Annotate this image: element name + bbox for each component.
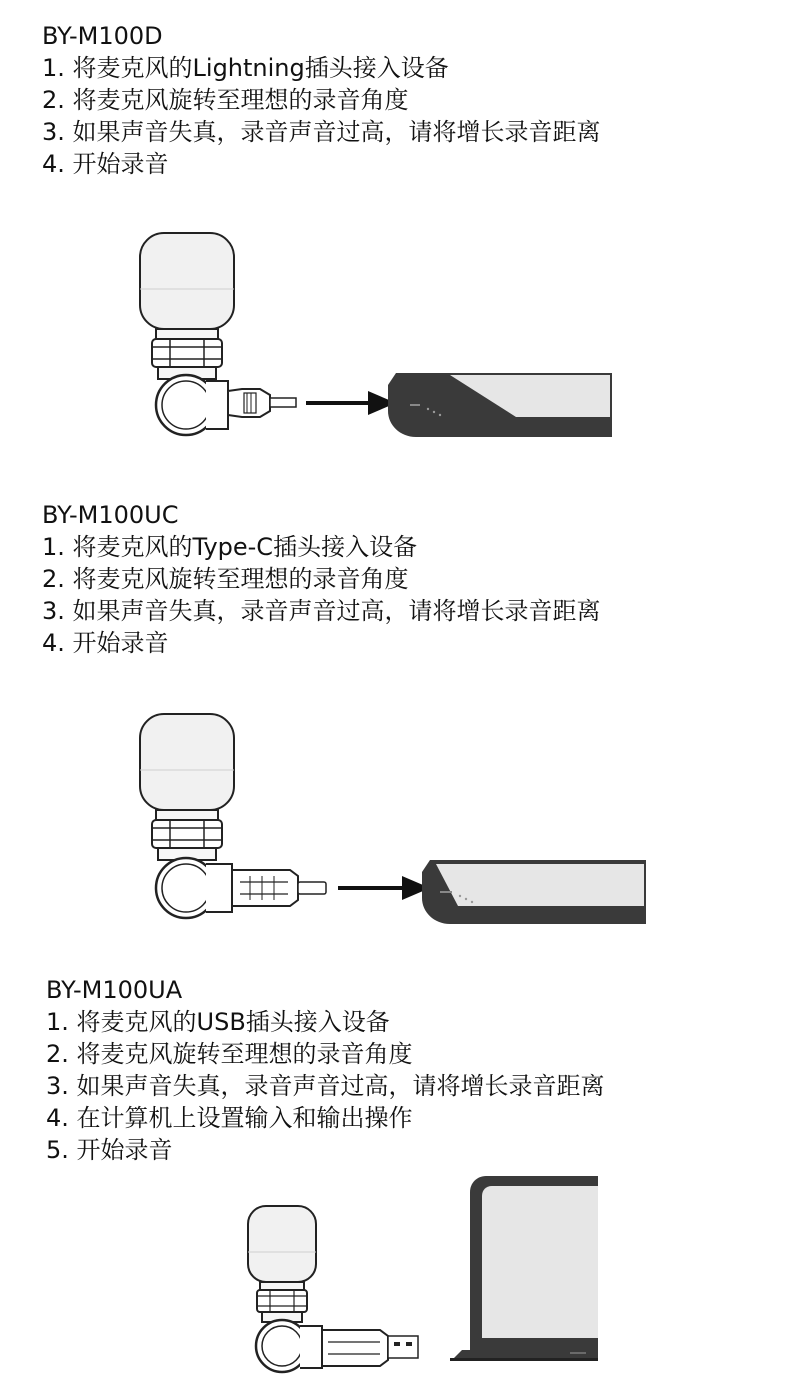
laptop-icon	[450, 1176, 598, 1361]
usb-a-plug-icon	[322, 1330, 418, 1366]
instruction-step: 2. 将麦克风旋转至理想的录音角度	[42, 86, 409, 114]
arrow-icon	[306, 391, 396, 415]
phone-icon	[422, 860, 646, 924]
instruction-step: 1. 将麦克风的Type-C插头接入设备	[42, 533, 418, 561]
instruction-step: 4. 在计算机上设置输入和输出操作	[46, 1104, 413, 1132]
model-title: BY-M100D	[42, 22, 163, 50]
figure-lightning-connection	[120, 225, 620, 445]
arrow-icon	[338, 876, 430, 900]
instruction-step: 5. 开始录音	[46, 1136, 173, 1164]
instruction-step: 3. 如果声音失真，录音声音过高，请将增长录音距离	[42, 597, 601, 625]
figure-usb-a-connection	[230, 1170, 610, 1390]
microphone-icon	[140, 233, 234, 435]
instruction-step: 1. 将麦克风的Lightning插头接入设备	[42, 54, 449, 82]
instruction-step: 2. 将麦克风旋转至理想的录音角度	[42, 565, 409, 593]
usb-c-plug-icon	[232, 870, 326, 906]
figure-type-c-connection	[120, 706, 660, 936]
instruction-step: 2. 将麦克风旋转至理想的录音角度	[46, 1040, 413, 1068]
phone-icon	[388, 373, 612, 437]
microphone-icon	[140, 714, 234, 918]
instruction-step: 1. 将麦克风的USB插头接入设备	[46, 1008, 390, 1036]
instruction-step: 4. 开始录音	[42, 629, 169, 657]
instruction-step: 4. 开始录音	[42, 150, 169, 178]
instruction-step: 3. 如果声音失真，录音声音过高，请将增长录音距离	[42, 118, 601, 146]
lightning-plug-icon	[228, 389, 296, 417]
model-title: BY-M100UA	[46, 976, 183, 1004]
instruction-step: 3. 如果声音失真，录音声音过高，请将增长录音距离	[46, 1072, 605, 1100]
microphone-icon	[248, 1206, 322, 1372]
model-title: BY-M100UC	[42, 501, 179, 529]
